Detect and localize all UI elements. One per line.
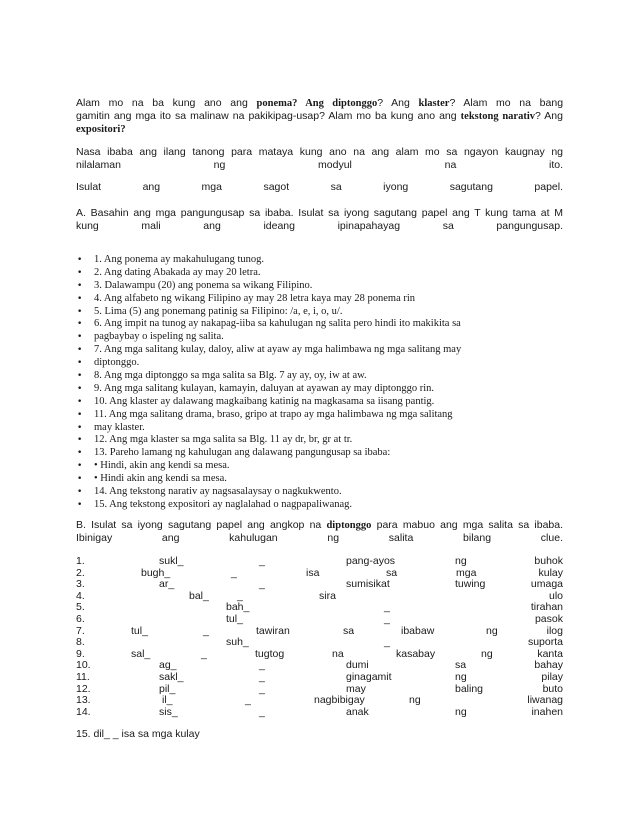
list-item-text: 8. Ang mga diptonggo sa mga salita sa Blg. 7 ay ay, oy, iw at aw.: [94, 370, 367, 382]
clue-word: tirahan: [530, 601, 563, 614]
clue-word: tawiran: [256, 624, 290, 637]
list-item: [76, 422, 546, 435]
list-item-text: • Hindi akin ang kendi sa mesa.: [94, 473, 227, 485]
word-row: [76, 637, 563, 649]
word-row: [76, 602, 563, 614]
blank: _: [384, 612, 390, 625]
clue-word: may: [346, 682, 366, 695]
bullet-icon: •: [77, 371, 83, 382]
list-item: [76, 460, 546, 473]
clue-word: buto: [542, 682, 563, 695]
intro-text: ? Ang: [535, 110, 563, 122]
bullet-icon: •: [77, 499, 83, 510]
clue-word: ng: [409, 694, 421, 707]
list-item-text: 1. Ang ponema ay makahulugang tunog.: [94, 254, 265, 265]
word-stem: bugh_: [141, 566, 171, 579]
nasa-line-1: Nasa ibaba ang ilang tanong para mataya kung ano na ang alam mo sa ngayon kaugnay ng: [76, 146, 563, 158]
list-item-text: 7. Ang mga salitang kulay, daloy, aliw at ayaw ay mga halimbawa ng mga salitang may: [94, 344, 462, 356]
clue-word: pang-ayos: [346, 555, 396, 567]
list-item: [76, 434, 546, 447]
clue-word: sa: [386, 566, 398, 579]
clue-word: dumi: [346, 659, 369, 672]
intro-line-3: [76, 123, 563, 136]
clue-word: mga: [456, 566, 477, 579]
clue-word: nagbibigay: [314, 694, 365, 707]
part-b-line-1: [76, 519, 563, 532]
part-a-instructions: [76, 207, 563, 233]
row-number: 2.: [76, 566, 85, 579]
clue-word: kasabay: [396, 647, 436, 660]
intro-text: ? Alam mo na bang: [449, 97, 564, 109]
clue-word: ibabaw: [401, 624, 435, 637]
bullet-icon: •: [77, 306, 83, 317]
list-item: [76, 357, 546, 370]
clue-word: baling: [455, 682, 484, 695]
blank: _: [203, 624, 209, 637]
row-number: 13.: [76, 694, 91, 707]
intro-paragraph: [76, 97, 563, 136]
blank: _: [259, 555, 265, 567]
bullet-icon: •: [77, 255, 83, 265]
blank: _: [384, 601, 390, 614]
statement-list: [76, 254, 546, 512]
list-item: [76, 447, 546, 460]
bullet-icon: •: [77, 422, 83, 433]
list-item-text: 4. Ang alfabeto ng wikang Filipino ay may 28 letra kaya may 28 ponema rin: [94, 292, 416, 304]
row-number: 14.: [76, 705, 91, 718]
term-diptonggo: diptonggo: [326, 520, 372, 531]
term-klaster: klaster: [418, 98, 450, 109]
intro-line-2: [76, 110, 563, 123]
last-row: [76, 728, 563, 740]
bullet-icon: •: [77, 487, 83, 498]
part-b-text: B. Isulat sa iyong sagutang papel ang angkop na: [76, 519, 322, 531]
clue-word: sumisikat: [346, 578, 390, 591]
blank: _: [259, 670, 265, 683]
intro-text: ?: [120, 124, 126, 135]
clue-word: ilog: [546, 624, 563, 637]
word-stem: pil_: [159, 682, 176, 695]
bullet-icon: •: [77, 435, 83, 446]
word-row: [76, 556, 563, 568]
word-row: [76, 707, 563, 719]
bullet-icon: •: [77, 293, 83, 304]
list-item-text: 3. Dalawampu (20) ang ponema sa wikang Filipino.: [94, 279, 313, 291]
word-row-15: 15. dil_ _ isa sa mga kulay: [76, 728, 200, 740]
blank: _: [259, 659, 265, 672]
row-number: 11.: [76, 670, 90, 683]
clue-word: ng: [455, 705, 467, 718]
bullet-icon: •: [77, 409, 83, 420]
blank: _: [384, 636, 390, 649]
list-item: [76, 280, 546, 293]
nasa-line-2: nilalaman ng modyul na ito.: [76, 159, 563, 171]
term-tekstong-narativ: tekstong narativ: [460, 111, 535, 122]
clue-word: ng: [486, 624, 498, 637]
list-item-text: 13. Pareho lamang ng kahulugan ang dalawang pangungusap sa ibaba:: [94, 447, 391, 459]
intro-line-1: [76, 97, 563, 110]
list-item: [76, 383, 546, 396]
clue-word: sira: [319, 589, 336, 602]
bullet-icon: •: [77, 383, 83, 394]
blank: _: [231, 566, 237, 579]
clue-word: anak: [346, 705, 369, 718]
bullet-icon: •: [77, 345, 83, 356]
clue-word: liwanag: [527, 694, 563, 707]
bullet-icon: •: [77, 280, 83, 291]
list-item: [76, 473, 546, 486]
list-item: [76, 306, 546, 319]
clue-word: ng: [455, 670, 467, 683]
word-stem: bah_: [226, 601, 250, 614]
blank: _: [201, 647, 207, 660]
row-number: 8.: [76, 636, 85, 649]
list-item: [76, 396, 546, 409]
list-item: [76, 344, 546, 357]
row-number: 5.: [76, 601, 85, 614]
clue-word: inahen: [531, 705, 563, 718]
clue-word: tuwing: [455, 578, 486, 591]
part-b-instructions: [76, 519, 563, 545]
word-row: [76, 614, 563, 626]
bullet-icon: •: [77, 474, 83, 485]
word-stem: ag_: [159, 659, 177, 672]
word-row: [76, 660, 563, 672]
term-diptonggo: Ang diptonggo: [305, 98, 378, 109]
word-stem: sis_: [159, 705, 178, 718]
clue-word: isa: [306, 566, 320, 579]
term-expositori: expositori: [76, 124, 121, 135]
row-number: 1.: [76, 555, 85, 567]
row-number: 12.: [76, 682, 91, 695]
clue-word: sa: [343, 624, 355, 637]
list-item-text: • Hindi, akin ang kendi sa mesa.: [94, 460, 230, 472]
term-ponema: ponema: [256, 98, 293, 109]
list-item: [76, 499, 546, 512]
intro-text: ? Ang: [377, 97, 410, 109]
list-item-text: pagbaybay o ispeling ng salita.: [94, 331, 224, 343]
intro-text: gamitin ang mga ito sa malinaw na pakikipag-usap? Alam mo ba kung ano ang: [76, 110, 457, 122]
part-a-line-1: A. Basahin ang mga pangungusap sa ibaba. Isulat sa iyong sagutang papel ang T kung tama at M: [76, 207, 563, 219]
list-item: [76, 254, 546, 267]
clue-word: ng: [455, 555, 467, 567]
word-stem: sakl_: [159, 670, 184, 683]
blank: _: [259, 682, 265, 695]
clue-word: suporta: [527, 636, 563, 649]
clue-word: na: [332, 647, 344, 660]
intro-text: ?: [292, 98, 306, 109]
bullet-icon: •: [77, 267, 83, 278]
row-number: 3.: [76, 578, 85, 591]
list-item: [76, 267, 546, 280]
list-item: [76, 486, 546, 499]
row-number: 4.: [76, 589, 85, 602]
clue-word: tugtog: [255, 647, 285, 660]
bullet-icon: •: [77, 448, 83, 459]
list-item: [76, 370, 546, 383]
blank: _: [259, 705, 265, 718]
word-stem: bal_: [189, 589, 209, 602]
intro-text: Alam mo na ba kung ano ang: [76, 97, 248, 109]
list-item-text: 11. Ang mga salitang drama, braso, gripo at trapo ay mga halimbawa ng mga salitang: [94, 408, 453, 420]
isulat-line: Isulat ang mga sagot sa iyong sagutang papel.: [76, 181, 563, 193]
word-row: [76, 695, 563, 707]
list-item-text: 6. Ang impit na tunog ay nakapag-iiba sa kahulugan ng salita pero hindi ito makikita sa: [94, 318, 461, 330]
blank: _: [237, 589, 243, 602]
list-item-text: may klaster.: [94, 421, 145, 433]
clue-word: ginagamit: [346, 670, 392, 683]
word-row: [76, 649, 563, 661]
word-stem: ar_: [159, 578, 175, 591]
clue-word: sa: [455, 659, 467, 672]
row-number: 7.: [76, 624, 85, 637]
row-number: 6.: [76, 612, 85, 625]
clue-word: buhok: [534, 555, 563, 567]
word-stem: sal_: [131, 647, 151, 660]
list-item: [76, 331, 546, 344]
bullet-icon: •: [77, 461, 83, 472]
word-row: [76, 672, 563, 684]
clue-word: bahay: [534, 659, 563, 672]
word-stem: tul_: [226, 612, 243, 625]
bullet-icon: •: [77, 358, 83, 369]
list-item-text: diptonggo.: [94, 357, 140, 369]
word-row: [76, 626, 563, 638]
clue-word: pilay: [541, 670, 563, 683]
clue-word: umaga: [530, 578, 563, 591]
list-item-text: 14. Ang tekstong narativ ay nagsasalaysay o nagkukwento.: [94, 486, 342, 498]
bullet-icon: •: [77, 396, 83, 407]
word-row: [76, 568, 563, 580]
word-stem: suh_: [226, 636, 249, 649]
clue-word: ulo: [548, 589, 563, 602]
word-stem: il_: [162, 694, 173, 707]
part-b-text: para mabuo ang mga salita sa ibaba.: [376, 519, 564, 531]
bullet-icon: •: [77, 319, 83, 330]
word-completion-list: [76, 556, 563, 718]
word-stem: tul_: [131, 624, 148, 637]
list-item-text: 15. Ang tekstong expositori ay naglalahad o nagpapaliwanag.: [94, 498, 353, 510]
list-item: [76, 293, 546, 306]
list-item: [76, 318, 546, 331]
list-item-text: 9. Ang mga salitang kulayan, kamayin, daluyan at ayawan ay may diptonggo rin.: [94, 382, 434, 394]
word-row: [76, 591, 563, 603]
blank: _: [245, 694, 251, 707]
list-item: [76, 409, 546, 422]
isulat-paragraph: [76, 181, 563, 194]
word-stem: sukl_: [159, 555, 184, 567]
blank: _: [259, 578, 265, 591]
clue-word: kanta: [537, 647, 563, 660]
list-item-text: 10. Ang klaster ay dalawang magkaibang katinig na magkasama sa iisang pantig.: [94, 395, 435, 407]
list-item-text: 12. Ang mga klaster sa mga salita sa Blg. 11 ay dr, br, gr at tr.: [94, 434, 353, 446]
clue-word: pasok: [534, 612, 563, 625]
row-number: 10.: [76, 659, 91, 672]
nasa-paragraph: [76, 146, 563, 172]
clue-word: kulay: [538, 566, 563, 579]
part-b-line-2: Ibinigay ang kahulugan ng salita bilang clue.: [76, 532, 563, 544]
list-item-text: 5. Lima (5) ang ponemang patinig sa Filipino: /a, e, i, o, u/.: [94, 305, 343, 317]
row-number: 9.: [76, 647, 85, 660]
clue-word: ng: [481, 647, 493, 660]
bullet-icon: •: [77, 332, 83, 343]
list-item-text: 2. Ang dating Abakada ay may 20 letra.: [94, 266, 261, 278]
part-a-line-2: kung mali ang ideang ipinapahayag sa pangungusap.: [76, 220, 563, 232]
